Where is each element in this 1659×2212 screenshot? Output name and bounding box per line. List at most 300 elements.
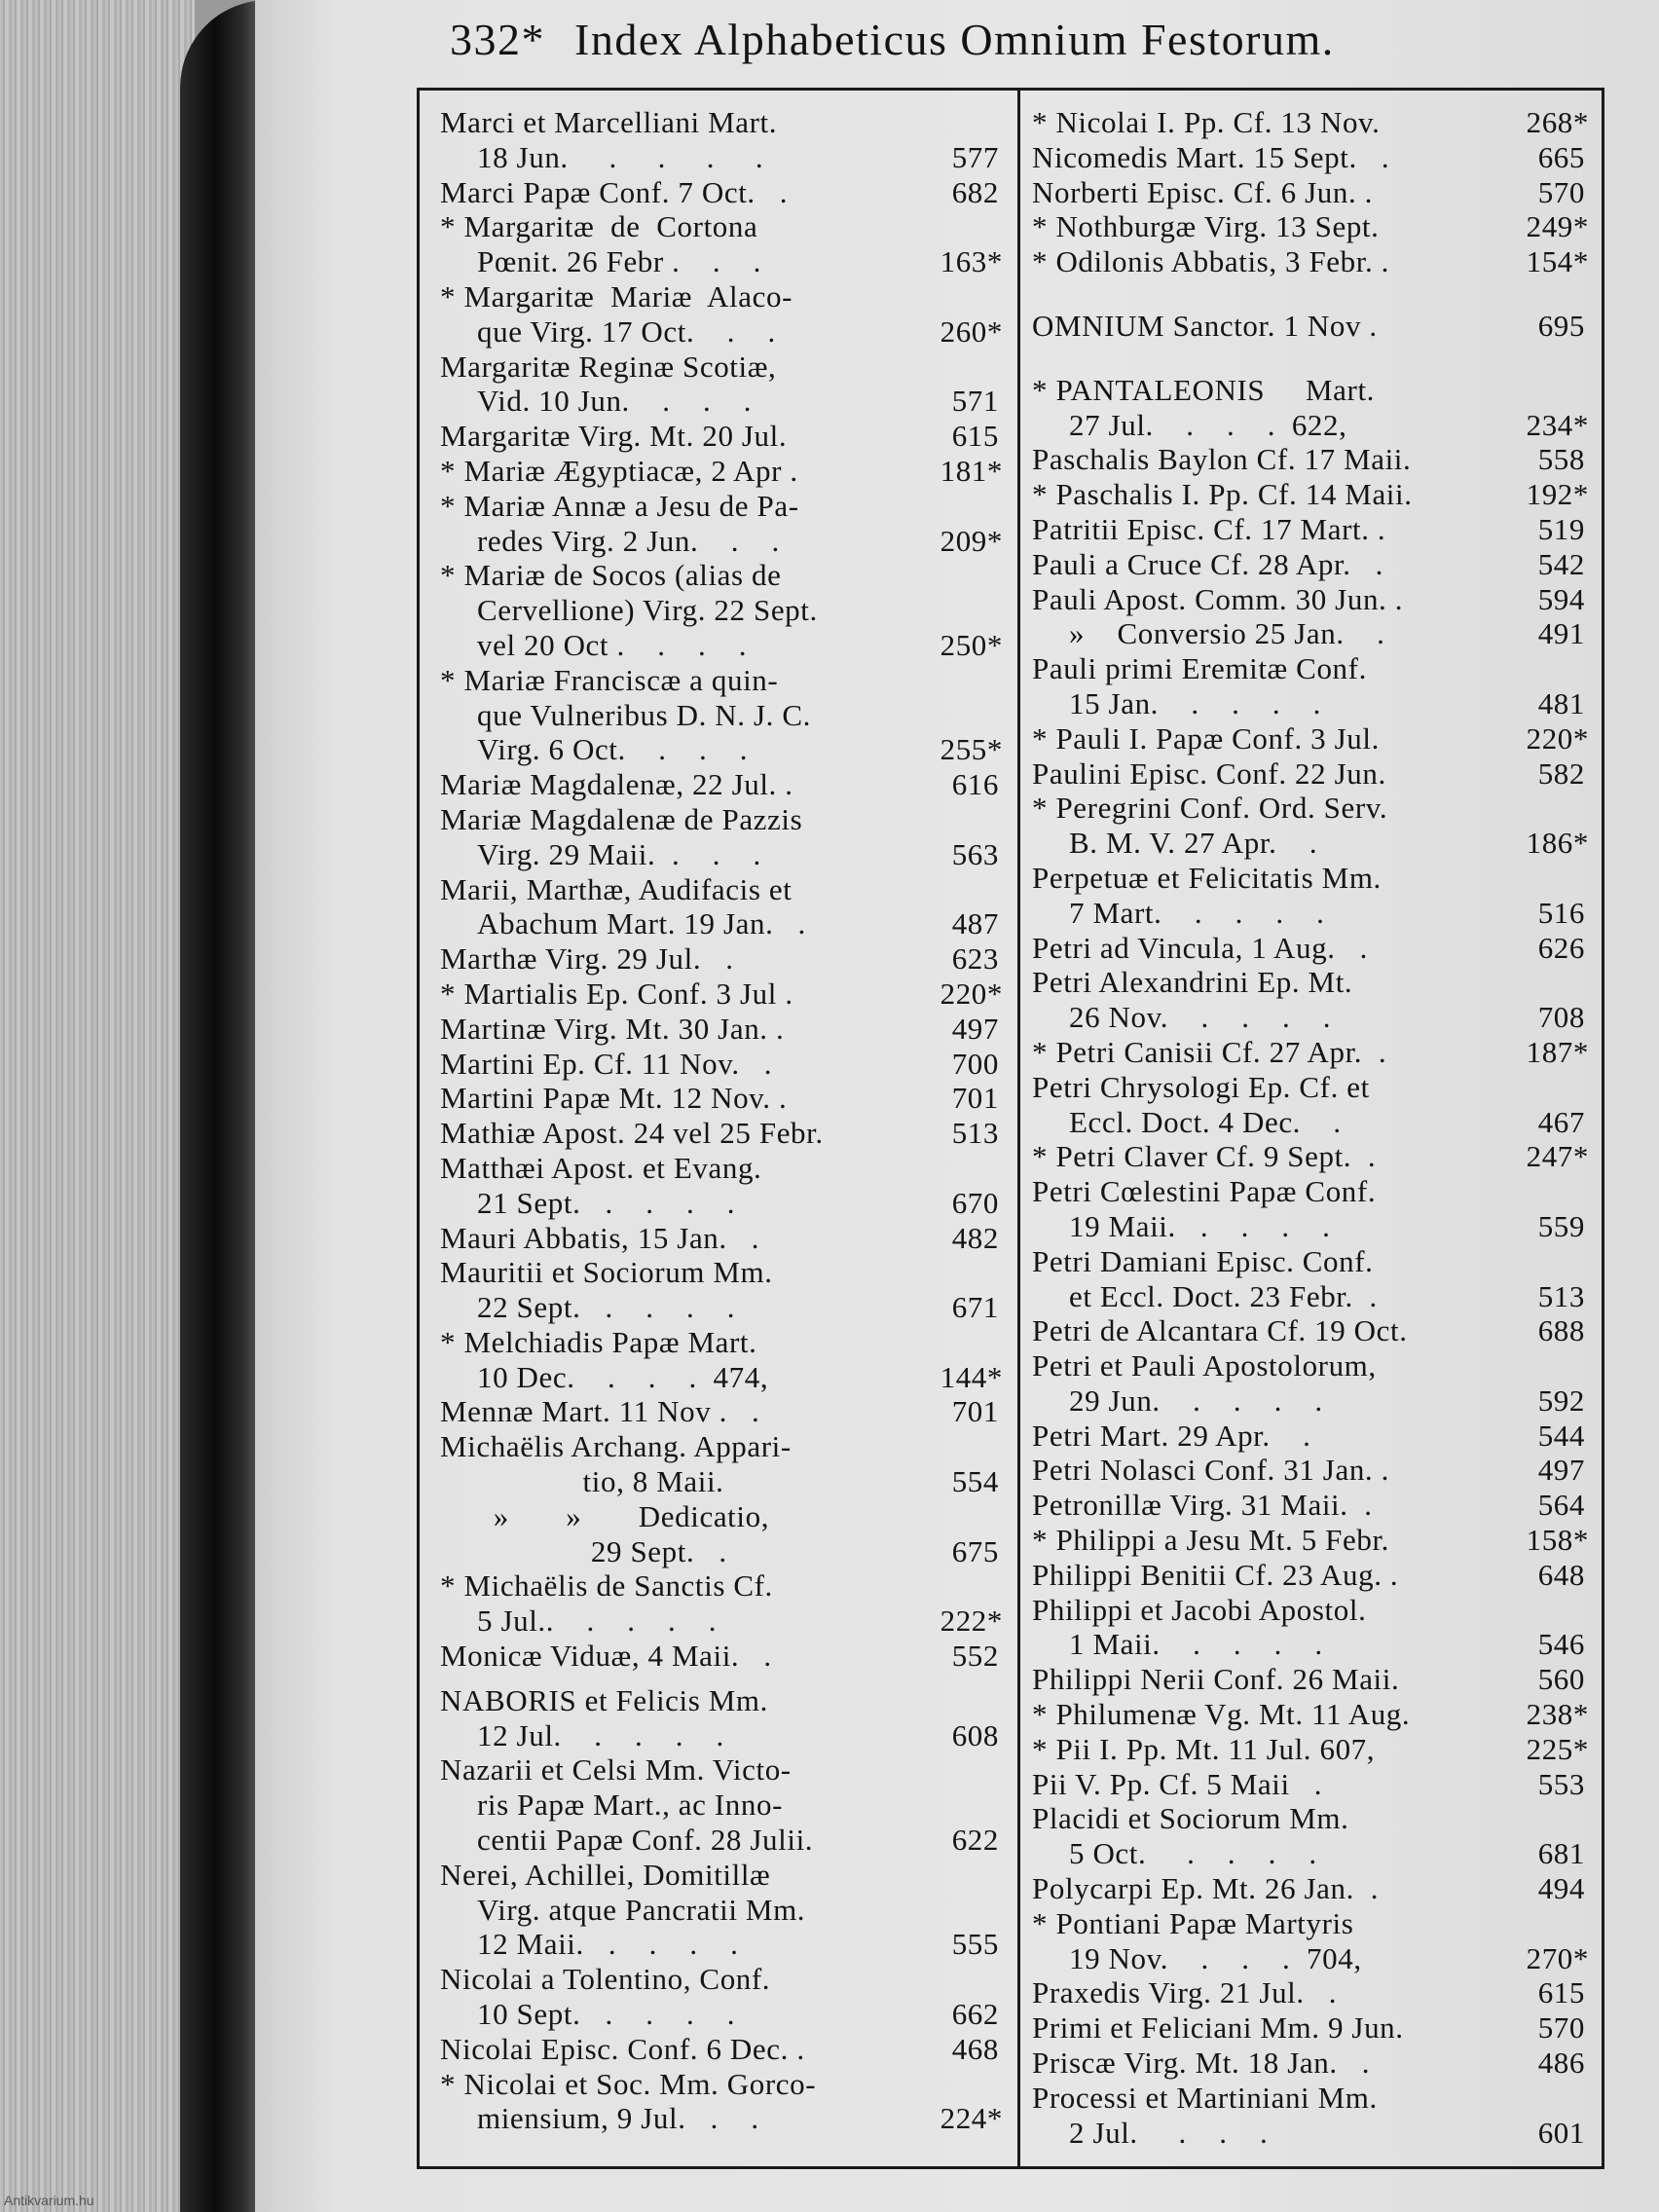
entry-page-number xyxy=(905,802,1003,837)
index-entry-line xyxy=(1032,1035,1589,1070)
entry-page-number xyxy=(1492,1906,1589,1941)
entry-text: Mathiæ Apost. 24 vel 25 Febr. xyxy=(440,1116,824,1151)
entry-page-number: 594 xyxy=(1537,581,1585,616)
entry-page-number: 186* xyxy=(1526,826,1589,861)
index-entry-line xyxy=(1032,931,1589,966)
index-entry-line xyxy=(1032,442,1589,477)
index-entry-line xyxy=(440,1568,1003,1604)
entry-page-number xyxy=(905,1683,1003,1718)
entry-page-number: 558 xyxy=(1537,442,1585,477)
entry-text: OMNIUM Sanctor. 1 Nov . xyxy=(1032,308,1378,343)
index-entry-line xyxy=(440,209,1003,244)
column-divider xyxy=(1017,88,1020,2169)
entry-text: et Eccl. Doct. 23 Febr. . xyxy=(1069,1278,1378,1313)
index-entry-line xyxy=(440,1464,1003,1499)
index-entry-line xyxy=(440,2067,1003,2102)
entry-text: Perpetuæ et Felicitatis Mm. xyxy=(1032,860,1382,895)
entry-page-number xyxy=(905,279,1003,314)
index-entry-line xyxy=(440,524,1003,559)
entry-page-number: 615 xyxy=(1537,1975,1585,2010)
index-entry-line xyxy=(1032,1000,1589,1035)
entry-page-number xyxy=(905,209,1003,244)
entry-page-number xyxy=(1492,373,1589,408)
entry-page-number: 695 xyxy=(1537,308,1585,343)
index-entry-line xyxy=(440,698,1003,733)
index-entry-line xyxy=(440,1962,1003,1997)
index-entry-line xyxy=(440,1290,1003,1325)
entry-page-number: 546 xyxy=(1537,1627,1585,1662)
index-entry-line xyxy=(440,1534,1003,1569)
entry-text: * Philippi a Jesu Mt. 5 Febr. xyxy=(1032,1523,1390,1558)
entry-page-number xyxy=(905,1893,1003,1928)
entry-text: » » Dedicatio, xyxy=(477,1498,770,1533)
entry-text: Nazarii et Celsi Mm. Victo- xyxy=(440,1752,792,1788)
entry-text: * Martialis Ep. Conf. 3 Jul . xyxy=(440,976,793,1011)
entry-page-number: 181* xyxy=(940,453,1003,488)
entry-text: Martini Ep. Cf. 11 Nov. . xyxy=(440,1046,773,1081)
entry-text: 12 Jul. . . . . xyxy=(477,1717,724,1752)
page-number: 332* xyxy=(450,15,545,64)
entry-text: 1 Maii. . . . . xyxy=(1069,1627,1323,1662)
entry-page-number: 708 xyxy=(1537,1000,1585,1035)
index-entry-line xyxy=(440,1221,1003,1256)
entry-page-number: 601 xyxy=(1537,2115,1585,2150)
entry-text: Abachum Mart. 19 Jan. . xyxy=(477,906,806,941)
index-entry-line xyxy=(440,1116,1003,1151)
entry-text: Petri Nolasci Conf. 31 Jan. . xyxy=(1032,1453,1389,1488)
entry-page-number: 238* xyxy=(1526,1697,1589,1732)
index-entry-line xyxy=(1032,1139,1589,1174)
index-entry-line xyxy=(1032,651,1589,686)
index-entry-line xyxy=(1032,477,1589,512)
index-entry-line xyxy=(440,2032,1003,2067)
entry-text: 7 Mart. . . . . xyxy=(1069,895,1325,930)
entry-page-number: 163* xyxy=(940,244,1003,279)
entry-text: * Mariæ Franciscæ a quin- xyxy=(440,662,779,697)
entry-page-number: 209* xyxy=(940,523,1003,558)
entry-page-number: 187* xyxy=(1526,1034,1589,1069)
entry-text: * Margaritæ Mariæ Alaco- xyxy=(440,278,793,313)
index-entry-line xyxy=(1032,2010,1589,2046)
index-entry-line xyxy=(1032,1174,1589,1209)
index-entry-line xyxy=(440,1997,1003,2032)
index-entry-line xyxy=(1032,1453,1589,1488)
index-entry-line xyxy=(1032,1627,1589,1662)
entry-page-number: 225* xyxy=(1526,1731,1589,1766)
entry-text: Pœnit. 26 Febr . . . xyxy=(477,244,762,279)
entry-text: B. M. V. 27 Apr. . xyxy=(1069,826,1318,861)
entry-page-number xyxy=(905,1962,1003,1997)
entry-page-number: 688 xyxy=(1537,1313,1585,1348)
index-entry-line xyxy=(440,105,1003,140)
entry-page-number: 468 xyxy=(951,2031,999,2066)
entry-page-number: 665 xyxy=(1537,139,1585,174)
entry-page-number: 623 xyxy=(951,941,999,977)
index-entry-line xyxy=(1032,965,1589,1000)
index-entry-line xyxy=(440,1927,1003,1962)
entry-page-number: 268* xyxy=(1526,105,1589,139)
index-entry-line xyxy=(1032,616,1589,651)
index-entry-line xyxy=(440,175,1003,210)
entry-text: * Nicolai I. Pp. Cf. 13 Nov. xyxy=(1032,105,1381,139)
entry-text: Pauli a Cruce Cf. 28 Apr. . xyxy=(1032,546,1383,581)
index-entry-line xyxy=(440,1499,1003,1534)
entry-page-number: 648 xyxy=(1537,1557,1585,1592)
index-entry-line xyxy=(440,384,1003,419)
entry-page-number: 144* xyxy=(940,1359,1003,1394)
entry-text: Martini Papæ Mt. 12 Nov. . xyxy=(440,1081,788,1116)
entry-page-number xyxy=(905,105,1003,140)
index-entry-line xyxy=(1032,721,1589,756)
entry-page-number: 250* xyxy=(940,627,1003,662)
entry-text: Patritii Episc. Cf. 17 Mart. . xyxy=(1032,511,1386,546)
index-entry-line xyxy=(1032,1906,1589,1941)
entry-page-number xyxy=(1492,861,1589,896)
index-entry-line xyxy=(440,1186,1003,1221)
entry-text: 12 Maii. . . . . xyxy=(477,1927,739,1962)
index-entry-line xyxy=(440,558,1003,593)
entry-page-number xyxy=(1492,791,1589,826)
index-entry-line xyxy=(1032,1593,1589,1628)
entry-text: que Vulneribus D. N. J. C. xyxy=(477,697,811,732)
entry-page-number xyxy=(1492,2081,1589,2116)
index-entry-line xyxy=(440,1639,1003,1674)
entry-text: Petri ad Vincula, 1 Aug. . xyxy=(1032,930,1368,965)
entry-page-number xyxy=(905,2067,1003,2102)
entry-page-number xyxy=(905,1325,1003,1360)
entry-text: Monicæ Viduæ, 4 Maii. . xyxy=(440,1639,772,1674)
entry-page-number: 255* xyxy=(940,732,1003,767)
index-entry-line xyxy=(1032,408,1589,443)
entry-page-number: 615 xyxy=(951,419,999,454)
index-entry-line xyxy=(1032,896,1589,931)
entry-page-number: 670 xyxy=(951,1185,999,1220)
entry-page-number: 554 xyxy=(951,1464,999,1499)
entry-text: Cervellione) Virg. 22 Sept. xyxy=(477,593,818,628)
entry-page-number: 487 xyxy=(951,906,999,941)
index-entry-line xyxy=(440,419,1003,454)
index-entry-line xyxy=(440,732,1003,767)
entry-page-number xyxy=(905,350,1003,385)
entry-page-number: 154* xyxy=(1526,244,1589,279)
entry-page-number: 701 xyxy=(951,1394,999,1429)
entry-page-number xyxy=(905,872,1003,907)
entry-page-number: 671 xyxy=(951,1290,999,1325)
entry-text: * Petri Claver Cf. 9 Sept. . xyxy=(1032,1139,1377,1174)
index-entry-line xyxy=(1032,791,1589,826)
entry-page-number xyxy=(905,489,1003,524)
entry-text: * Pii I. Pp. Mt. 11 Jul. 607, xyxy=(1032,1731,1376,1766)
entry-text: Virg. 6 Oct. . . . xyxy=(477,732,749,767)
entry-text: ris Papæ Mart., ac Inno- xyxy=(477,1788,784,1823)
entry-page-number: 608 xyxy=(951,1717,999,1752)
index-entry-line xyxy=(1032,1419,1589,1454)
entry-page-number: 482 xyxy=(951,1220,999,1255)
entry-page-number xyxy=(905,1752,1003,1788)
entry-text: 2 Jul. . . . xyxy=(1069,2115,1269,2150)
entry-text: Michaëlis Archang. Appari- xyxy=(440,1429,792,1464)
index-entry-line xyxy=(1032,512,1589,547)
entry-page-number: 519 xyxy=(1537,511,1585,546)
index-entry-line xyxy=(440,279,1003,314)
entry-text: Praxedis Virg. 21 Jul. . xyxy=(1032,1975,1338,2010)
index-entry-line xyxy=(1032,582,1589,617)
entry-page-number: 577 xyxy=(951,139,999,174)
index-entry-line xyxy=(1032,244,1589,279)
entry-text: * Michaëlis de Sanctis Cf. xyxy=(440,1568,773,1604)
index-entry-line xyxy=(1032,1209,1589,1244)
entry-text: * Melchiadis Papæ Mart. xyxy=(440,1324,757,1359)
entry-text: * Pauli I. Papæ Conf. 3 Jul. xyxy=(1032,720,1380,756)
entry-page-number xyxy=(1492,1070,1589,1105)
entry-text: 27 Jul. . . . 622, xyxy=(1069,407,1347,442)
index-entry-line xyxy=(1032,1558,1589,1593)
entry-text: * Mariæ de Socos (alias de xyxy=(440,558,782,593)
entry-text: Petronillæ Virg. 31 Maii. . xyxy=(1032,1488,1373,1523)
index-entry-line xyxy=(440,767,1003,802)
index-entry-line xyxy=(1032,105,1589,140)
entry-text: 26 Nov. . . . . xyxy=(1069,1000,1332,1035)
entry-text: 5 Jul.. . . . . xyxy=(477,1604,718,1639)
entry-text: 15 Jan. . . . . xyxy=(1069,685,1322,720)
entry-text: Polycarpi Ep. Mt. 26 Jan. . xyxy=(1032,1871,1380,1906)
entry-text: 10 Dec. . . . 474, xyxy=(477,1359,769,1394)
index-entry-line xyxy=(1032,209,1589,244)
entry-text: que Virg. 17 Oct. . . xyxy=(477,313,776,349)
entry-text: Virg. 29 Maii. . . . xyxy=(477,836,761,871)
index-entry-line xyxy=(440,1429,1003,1464)
index-entry-line xyxy=(440,1012,1003,1047)
index-entry-line xyxy=(440,1752,1003,1788)
entry-text: * Philumenæ Vg. Mt. 11 Aug. xyxy=(1032,1697,1411,1732)
entry-page-number: 563 xyxy=(951,836,999,871)
entry-page-number: 701 xyxy=(951,1081,999,1116)
index-entry-line xyxy=(440,1718,1003,1753)
watermark: Antikvarium.hu xyxy=(4,2193,94,2208)
entry-text: Processi et Martiniani Mm. xyxy=(1032,2080,1378,2115)
entry-text: 19 Maii. . . . . xyxy=(1069,1208,1331,1243)
entry-text: 18 Jun. . . . . xyxy=(477,139,764,174)
entry-page-number: 224* xyxy=(940,2101,1003,2136)
index-entry-line xyxy=(440,872,1003,907)
entry-text: 21 Sept. . . . . xyxy=(477,1185,736,1220)
entry-page-number xyxy=(905,593,1003,628)
entry-page-number: 662 xyxy=(951,1997,999,2032)
entry-page-number: 513 xyxy=(951,1116,999,1151)
entry-page-number: 542 xyxy=(1537,546,1585,581)
index-entry-line xyxy=(440,454,1003,489)
entry-page-number: 571 xyxy=(951,384,999,419)
entry-text: Eccl. Doct. 4 Dec. . xyxy=(1069,1104,1342,1139)
entry-page-number: 682 xyxy=(951,174,999,209)
entry-page-number xyxy=(1492,1593,1589,1628)
entry-page-number: 249* xyxy=(1526,209,1589,244)
index-entry-line xyxy=(440,906,1003,941)
entry-page-number xyxy=(1492,1244,1589,1279)
entry-text: Petri Mart. 29 Apr. . xyxy=(1032,1418,1311,1453)
page-header xyxy=(450,14,1335,65)
index-entry-line xyxy=(1032,1767,1589,1802)
index-entry-line xyxy=(440,140,1003,175)
entry-text: Marthæ Virg. 29 Jul. . xyxy=(440,941,734,977)
entry-text: Mauritii et Sociorum Mm. xyxy=(440,1255,773,1290)
entry-page-number xyxy=(905,1151,1003,1186)
entry-page-number xyxy=(1492,1801,1589,1836)
entry-text: Philippi Nerii Conf. 26 Maii. xyxy=(1032,1662,1400,1697)
index-entry-line xyxy=(440,1394,1003,1429)
index-entry-line xyxy=(1032,756,1589,792)
index-entry-line xyxy=(440,1893,1003,1928)
entry-page-number: 555 xyxy=(951,1927,999,1962)
entry-text: * PANTALEONIS Mart. xyxy=(1032,372,1376,407)
entry-text: Nerei, Achillei, Domitillæ xyxy=(440,1857,771,1892)
index-entry-line xyxy=(1032,140,1589,175)
entry-text: Philippi Benitii Cf. 23 Aug. . xyxy=(1032,1557,1399,1592)
index-entry-line xyxy=(1032,1488,1589,1523)
entry-text: Petri Damiani Episc. Conf. xyxy=(1032,1243,1374,1278)
entry-text: * Petri Canisii Cf. 27 Apr. . xyxy=(1032,1034,1387,1069)
index-entry-line xyxy=(440,1858,1003,1893)
entry-text: Pii V. Pp. Cf. 5 Maii . xyxy=(1032,1766,1323,1801)
entry-page-number: 622 xyxy=(951,1823,999,1858)
index-entry-line xyxy=(1032,1732,1589,1767)
entry-text: Nicolai Episc. Conf. 6 Dec. . xyxy=(440,2031,805,2066)
entry-page-number: 700 xyxy=(951,1046,999,1081)
entry-page-number xyxy=(905,1429,1003,1464)
index-entry-line xyxy=(440,1823,1003,1858)
entry-text: Margaritæ Reginæ Scotiæ, xyxy=(440,349,777,384)
entry-text: Marii, Marthæ, Audifacis et xyxy=(440,871,793,906)
entry-text: 29 Jun. . . . . xyxy=(1069,1382,1323,1418)
entry-text: Petri Alexandrini Ep. Mt. xyxy=(1032,965,1353,1000)
entry-page-number: 220* xyxy=(940,976,1003,1011)
entry-page-number: 497 xyxy=(1537,1453,1585,1488)
entry-text: NABORIS et Felicis Mm. xyxy=(440,1682,768,1717)
entry-page-number: 544 xyxy=(1537,1418,1585,1453)
entry-text: Margaritæ Virg. Mt. 20 Jul. xyxy=(440,419,788,454)
index-entry-line xyxy=(1032,2081,1589,2116)
entry-page-number: 234* xyxy=(1526,407,1589,442)
index-entry-line xyxy=(1032,1383,1589,1419)
entry-text: centii Papæ Conf. 28 Julii. xyxy=(477,1823,814,1858)
index-entry-line xyxy=(1032,2116,1589,2151)
entry-text: Paschalis Baylon Cf. 17 Maii. xyxy=(1032,442,1412,477)
entry-text: * Nicolai et Soc. Mm. Gorco- xyxy=(440,2066,817,2101)
entry-text: Nicolai a Tolentino, Conf. xyxy=(440,1962,771,1997)
index-entry-line xyxy=(440,1788,1003,1823)
entry-page-number xyxy=(1492,965,1589,1000)
index-entry-line xyxy=(440,1255,1003,1290)
entry-page-number: 560 xyxy=(1537,1662,1585,1697)
index-entry-line xyxy=(1032,373,1589,408)
index-entry-line xyxy=(1032,1313,1589,1348)
entry-page-number: 681 xyxy=(1537,1836,1585,1871)
index-column-left xyxy=(440,105,1003,2136)
entry-page-number xyxy=(905,1568,1003,1604)
entry-text: Martinæ Virg. Mt. 30 Jan. . xyxy=(440,1011,785,1046)
entry-text: Petri Cœlestini Papæ Conf. xyxy=(1032,1174,1377,1209)
entry-page-number: 559 xyxy=(1537,1208,1585,1243)
entry-text: * Paschalis I. Pp. Cf. 14 Maii. xyxy=(1032,477,1413,512)
entry-page-number: 497 xyxy=(951,1011,999,1046)
entry-text: Pauli primi Eremitæ Conf. xyxy=(1032,651,1367,686)
index-entry-line xyxy=(1032,826,1589,861)
entry-text: 10 Sept. . . . . xyxy=(477,1997,736,2032)
index-entry-line xyxy=(1032,2046,1589,2081)
entry-text: Vid. 10 Jun. . . . xyxy=(477,384,753,419)
entry-text: » Conversio 25 Jan. . xyxy=(1069,616,1385,651)
entry-page-number: 467 xyxy=(1537,1104,1585,1139)
entry-text: * Peregrini Conf. Ord. Serv. xyxy=(1032,791,1388,826)
index-entry-line xyxy=(1032,1070,1589,1105)
index-entry-line xyxy=(1032,1523,1589,1558)
entry-page-number: 592 xyxy=(1537,1382,1585,1418)
entry-page-number: 260* xyxy=(940,313,1003,349)
entry-text: Virg. atque Pancratii Mm. xyxy=(477,1892,806,1927)
index-entry-line xyxy=(440,593,1003,628)
entry-text: Marci et Marcelliani Mart. xyxy=(440,105,778,139)
entry-page-number: 564 xyxy=(1537,1488,1585,1523)
entry-text: tio, 8 Maii. xyxy=(477,1464,724,1499)
index-entry-line xyxy=(1032,1662,1589,1697)
index-entry-line xyxy=(440,2101,1003,2136)
index-entry-line xyxy=(1032,861,1589,896)
index-entry-line xyxy=(1032,686,1589,721)
entry-text: Mariæ Magdalenæ de Pazzis xyxy=(440,801,803,836)
entry-text: Priscæ Virg. Mt. 18 Jan. . xyxy=(1032,2046,1371,2081)
entry-page-number: 158* xyxy=(1526,1523,1589,1558)
entry-text: Mariæ Magdalenæ, 22 Jul. . xyxy=(440,767,793,802)
entry-text: Mennæ Mart. 11 Nov . . xyxy=(440,1394,760,1429)
entry-page-number: 570 xyxy=(1537,2010,1585,2046)
index-entry-line xyxy=(1032,175,1589,210)
entry-text: Primi et Feliciani Mm. 9 Jun. xyxy=(1032,2010,1404,2046)
entry-page-number: 192* xyxy=(1526,477,1589,512)
index-entry-line xyxy=(1032,309,1589,344)
index-entry-line xyxy=(1032,1105,1589,1140)
index-entry-line xyxy=(440,802,1003,837)
entry-text: Nicomedis Mart. 15 Sept. . xyxy=(1032,139,1390,174)
entry-text: Petri Chrysologi Ep. Cf. et xyxy=(1032,1069,1370,1104)
index-entry-line xyxy=(440,1604,1003,1639)
entry-page-number: 552 xyxy=(951,1639,999,1674)
entry-page-number: 222* xyxy=(940,1604,1003,1639)
entry-text: Philippi et Jacobi Apostol. xyxy=(1032,1592,1367,1627)
index-entry-line xyxy=(440,941,1003,977)
index-entry-line xyxy=(1032,1941,1589,1976)
entry-page-number: 270* xyxy=(1526,1940,1589,1975)
entry-page-number: 513 xyxy=(1537,1278,1585,1313)
entry-text: Marci Papæ Conf. 7 Oct. . xyxy=(440,174,789,209)
index-entry-line xyxy=(440,1360,1003,1395)
index-entry-line xyxy=(1032,1244,1589,1279)
index-entry-line xyxy=(440,1151,1003,1186)
entry-page-number: 486 xyxy=(1537,2046,1585,2081)
entry-text: Paulini Episc. Conf. 22 Jun. xyxy=(1032,756,1386,791)
entry-page-number xyxy=(905,558,1003,593)
entry-text: Petri de Alcantara Cf. 19 Oct. xyxy=(1032,1313,1408,1348)
index-entry-line xyxy=(440,489,1003,524)
entry-text: * Nothburgæ Virg. 13 Sept. xyxy=(1032,209,1380,244)
index-entry-line xyxy=(440,837,1003,872)
index-entry-line xyxy=(1032,547,1589,582)
entry-page-number: 570 xyxy=(1537,174,1585,209)
entry-page-number xyxy=(905,1788,1003,1823)
entry-page-number xyxy=(905,663,1003,698)
index-entry-line xyxy=(440,314,1003,350)
entry-text: 19 Nov. . . . 704, xyxy=(1069,1940,1362,1975)
index-entry-line xyxy=(1032,1871,1589,1906)
